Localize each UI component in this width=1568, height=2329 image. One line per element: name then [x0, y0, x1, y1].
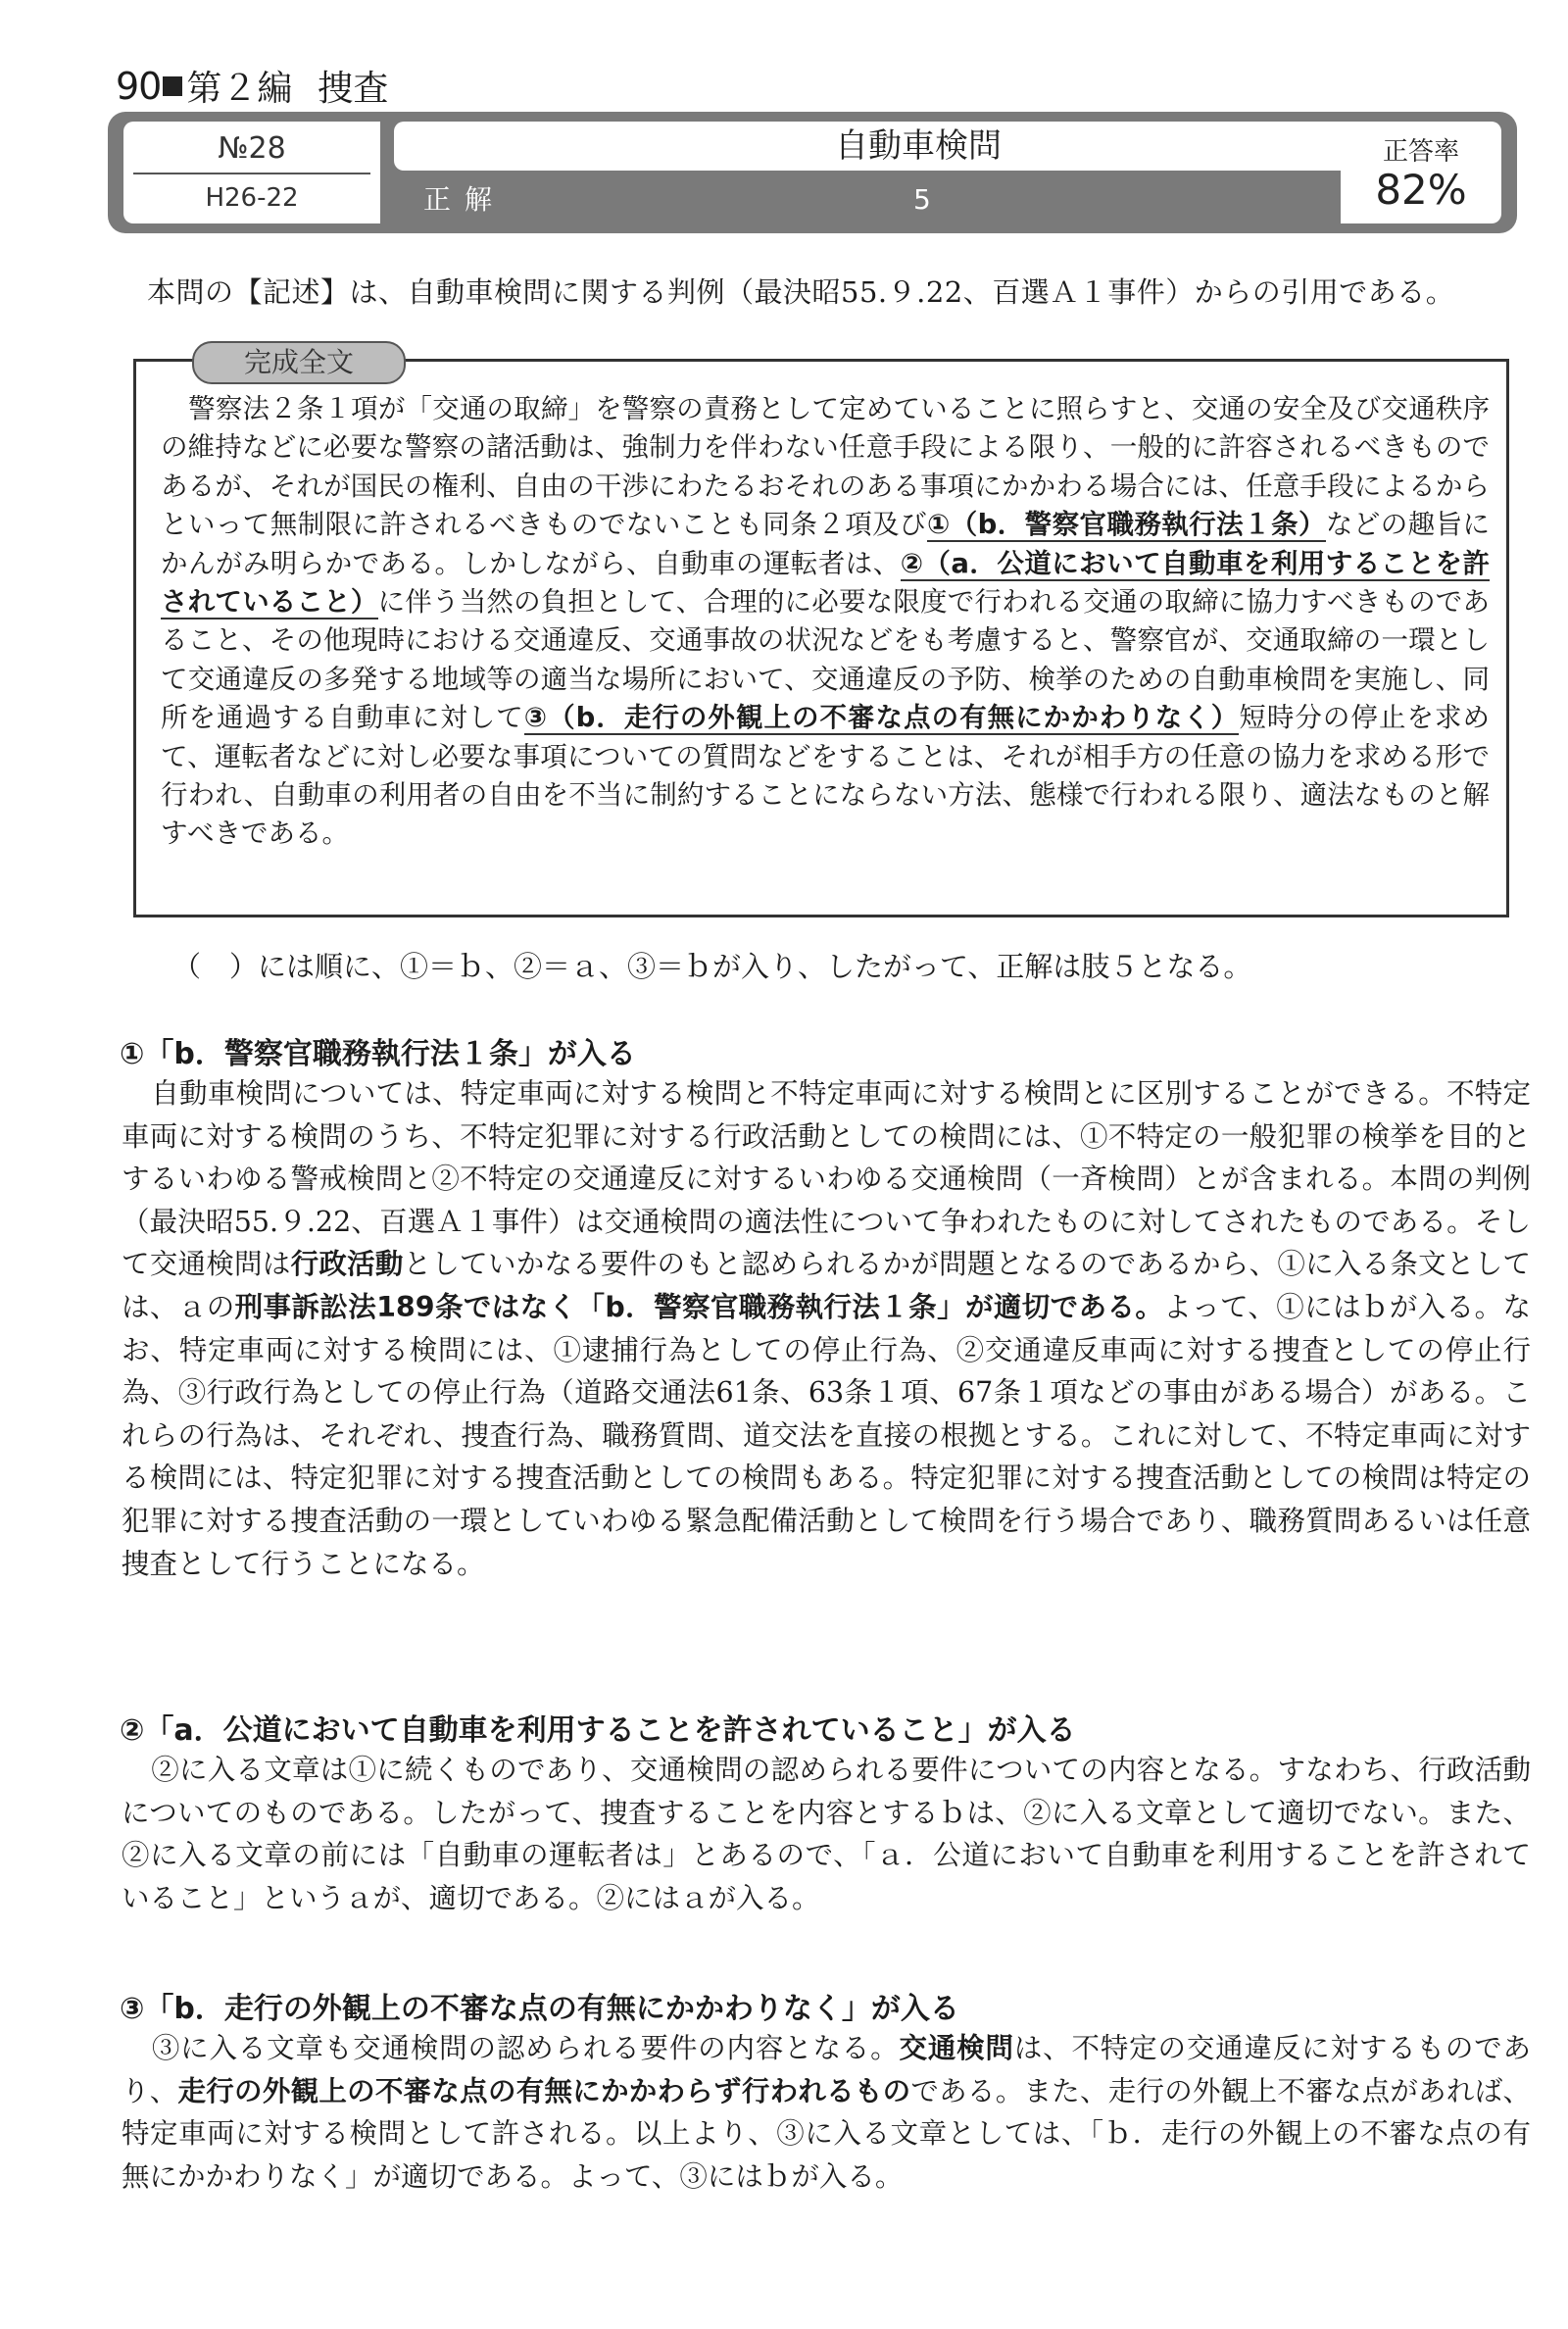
correct-rate-box: [1341, 122, 1501, 223]
section-2-body: [122, 1749, 1531, 1919]
section-text: よって、①にはｂが入る。なお、特定車両に対する検問には、①逮捕行為としての停止行為、②交通違反車両に対する捜査としての停止行為、③行政行為としての停止行為（道路交通法61条、63条１項、67条１項などの事由がある場合）がある。これらの行為は、それぞれ、捜査行為、職務質問、道交法を直接の根拠とする。これに対して、不特定車両に対する検問には、特定犯罪に対する捜査活動としての検問もある。特定犯罪に対する捜査活動としての検問は特定の犯罪に対する捜査活動の一環としていわゆる緊急配備活動として検問を行う場合であり、職務質問あるいは任意捜査として行うことになる。: [122, 1290, 1531, 1580]
correct-rate-label: 正答率: [1382, 137, 1459, 167]
section-emphasis: 走行の外観上の不審な点の有無にかかわらず行われるもの: [177, 2074, 911, 2107]
section-1-body: [122, 1072, 1531, 1585]
blank-3-answer: ③（b．走行の外観上の不審な点の有無にかかわりなく）: [523, 702, 1240, 734]
square-bullet-icon: [163, 76, 182, 96]
part-label: 第２編: [186, 69, 293, 109]
section-emphasis: 交通検問: [899, 2032, 1014, 2064]
chapter-label: 捜査: [318, 69, 389, 109]
intro-text: 本問の【記述】は、自動車検問に関する判例（最決昭55.９.22、百選Ａ１事件）からの引用である。: [147, 275, 1455, 309]
section-text: は、不特定の交通違反に対するものであり、: [122, 2032, 1531, 2107]
section-text: としていかなる要件のもと認められるかが問題となるのであるから、①に入る条文としては、ａの: [122, 1248, 1531, 1323]
question-title: 自動車検問: [394, 122, 1443, 171]
section-text: ②に入る文章は①に続くものであり、交通検問の認められる要件についての内容となる。すなわち、行政活動についてのものである。したがって、捜査することを内容とするｂは、②に入る文章として適切でない。また、②に入る文章の前には「自動車の運転者は」とあるので、「ａ．公道において自動車を利用することを許されていること」というａが、適切である。②にはａが入る。: [122, 1754, 1531, 1914]
full-text-label: 完成全文: [192, 341, 406, 384]
answer-value: 5: [913, 183, 931, 216]
full-text-body: [161, 390, 1490, 854]
answer-bar: [394, 178, 1443, 222]
question-id-box: [123, 122, 380, 223]
full-text-segment: に伴う当然の負担として、合理的に必要な限度で行われる交通の取締に協力すべきものであること、その他現時における交通違反、交通事故の状況などをも考慮すると、警察官が、交通取締の一環として交通違反の多発する地域等の適当な場所において、交通違反の予防、検挙のための自動車検問を実施し、同所を通過する自動車に対して: [161, 586, 1491, 734]
full-text-segment: などの趣旨にかんがみ明らかである。しかしながら、自動車の運転者は、: [161, 509, 1491, 579]
correct-rate-value: 82%: [1375, 166, 1467, 214]
answer-summary: （ ）には順に、①＝ｂ、②＝ａ、③＝ｂが入り、したがって、正解は肢５となる。: [172, 950, 1252, 983]
question-header: [108, 112, 1517, 233]
section-2-heading: ②「a．公道において自動車を利用することを許されていること」が入る: [120, 1713, 1076, 1748]
running-header: [116, 61, 388, 111]
section-1-heading: ①「b．警察官職務執行法１条」が入る: [120, 1037, 636, 1071]
section-3-heading: ③「b．走行の外観上の不審な点の有無にかかわりなく」が入る: [120, 1992, 959, 2026]
section-emphasis: 行政活動: [290, 1248, 404, 1281]
section-text: である。また、走行の外観上不審な点があれば、特定車両に対する検問として許される。以上より、③に入る文章としては、「ｂ．走行の外観上の不審な点の有無にかかわりなく」が適切である。よって、③にはｂが入る。: [122, 2074, 1531, 2193]
blank-1-answer: ①（b．警察官職務執行法１条）: [926, 509, 1326, 541]
question-year-code: H26-22: [205, 183, 299, 213]
full-text-segment: 警察法２条１項が「交通の取締」を警察の責務として定めていることに照らすと、交通の安全及び交通秩序の維持などに必要な警察の諸活動は、強制力を伴わない任意手段による限り、一般的に許容されるべきものであるが、それが国民の権利、自由の干渉にわたるおそれのある事項にかかわる場合には、任意手段によるからといって無制限に許されるべきものでないことも同条２項及び: [161, 393, 1490, 541]
blank-2-answer: ②（a．公道において自動車を利用することを許されていること）: [161, 547, 1491, 619]
answer-label: 正解: [423, 183, 507, 216]
section-text: ③に入る文章も交通検問の認められる要件の内容となる。: [151, 2032, 900, 2064]
question-number: №28: [133, 125, 370, 174]
section-emphasis: 刑事訴訟法189条ではなく「b．警察官職務執行法１条」が適切である。: [234, 1290, 1164, 1323]
page-number: 90: [116, 64, 162, 108]
full-text-segment: 短時分の停止を求めて、運転者などに対し必要な事項についての質問などをすることは、それが相手方の任意の協力を求める形で行われ、自動車の利用者の自由を不当に制約することにならない方法、態様で行われる限り、適法なものと解すべきである。: [161, 702, 1491, 850]
section-3-body: [122, 2027, 1531, 2198]
section-text: 自動車検問については、特定車両に対する検問と不特定車両に対する検問とに区別することができる。不特定車両に対する検問のうち、不特定犯罪に対する行政活動としての検問には、①不特定の一般犯罪の検挙を目的とするいわゆる警戒検問と②不特定の交通違反に対するいわゆる交通検問（一斉検問）とが含まれる。本問の判例（最決昭55.９.22、百選Ａ１事件）は交通検問の適法性について争われたものに対してされたものである。そして交通検問は: [122, 1077, 1531, 1281]
